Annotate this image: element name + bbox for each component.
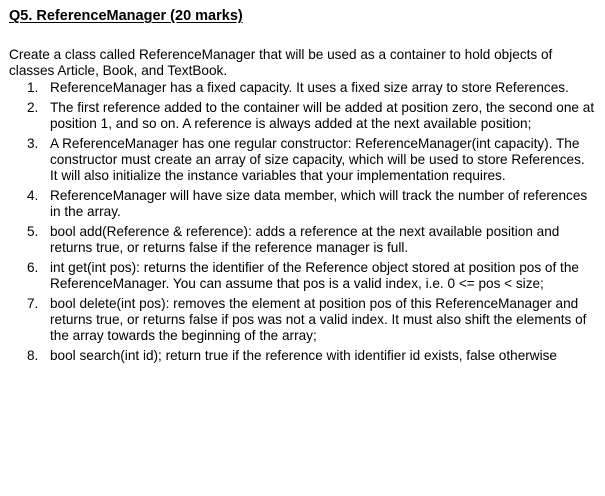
list-item-text: int get(int pos): returns the identifier of the Reference object stored at position pos of the ReferenceManager. You can assume that pos is a valid index, i.e. 0 <= pos < size; xyxy=(50,260,579,291)
list-item-number: 3. xyxy=(27,136,39,151)
requirements-list xyxy=(9,80,595,364)
list-item xyxy=(9,136,595,184)
list-item xyxy=(9,224,595,256)
list-item-text: bool add(Reference & reference): adds a reference at the next available position and returns true, or returns false if the reference manager is full. xyxy=(50,224,560,255)
list-item xyxy=(9,100,595,132)
list-item-text: A ReferenceManager has one regular constructor: ReferenceManager(int capacity). The constructor must create an array of size capacity, which will be used to store References. It will also initialize the instance variables that your implementation requires. xyxy=(50,136,585,183)
list-item-text: bool delete(int pos): removes the element at position pos of this ReferenceManager and returns true, or returns false if pos was not a valid index. It must also shift the elements of the array towards the beginning of the array; xyxy=(50,296,587,343)
list-item xyxy=(9,188,595,220)
list-item-number: 6. xyxy=(27,260,39,275)
list-item xyxy=(9,348,595,364)
list-item-text: The first reference added to the container will be added at position zero, the second one at position 1, and so on. A reference is always added at the next available position; xyxy=(50,100,595,131)
list-item-text: ReferenceManager has a fixed capacity. It uses a fixed size array to store References. xyxy=(50,80,569,95)
question-intro: Create a class called ReferenceManager that will be used as a container to hold objects of classes Article, Book, and TextBook. xyxy=(9,47,553,78)
list-item xyxy=(9,296,595,344)
list-item-number: 2. xyxy=(27,100,39,115)
list-item-text: ReferenceManager will have size data member, which will track the number of references in the array. xyxy=(50,188,588,219)
list-item-text: bool search(int id); return true if the reference with identifier id exists, false otherwise xyxy=(50,348,557,363)
list-item-number: 7. xyxy=(27,296,39,311)
list-item xyxy=(9,80,595,96)
list-item-number: 8. xyxy=(27,348,39,363)
list-item-number: 1. xyxy=(27,80,39,95)
question-title: Q5. ReferenceManager (20 marks) xyxy=(9,8,243,24)
list-item-number: 5. xyxy=(27,224,39,239)
list-item-number: 4. xyxy=(27,188,39,203)
list-item xyxy=(9,260,595,292)
